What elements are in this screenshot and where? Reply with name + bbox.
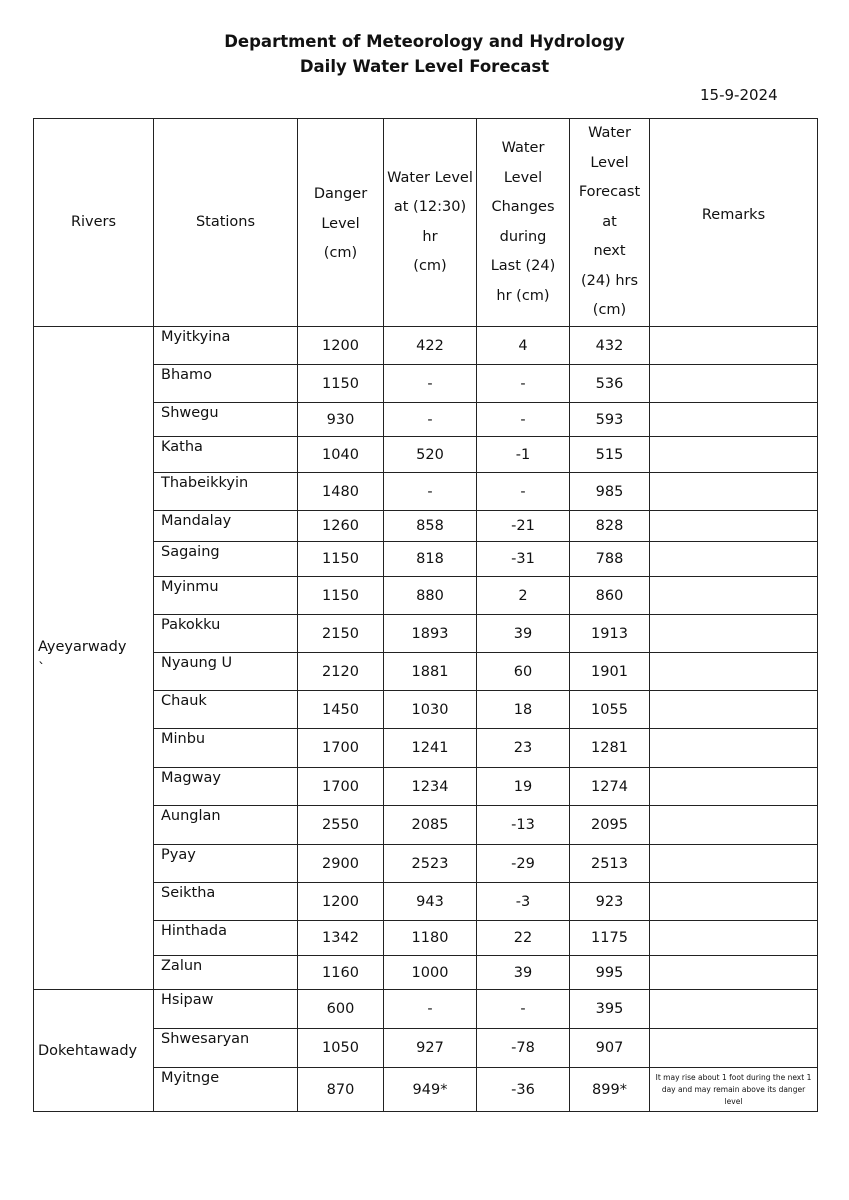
level-change: 60 [477, 653, 570, 691]
forecast-level: 1901 [570, 653, 650, 691]
water-level-header [384, 119, 477, 327]
forecast-header-line: (24) hrs [580, 272, 639, 289]
station-name: Pakokku [154, 615, 298, 653]
water-level: 858 [384, 511, 477, 542]
water-level: 949* [384, 1068, 477, 1112]
remarks-cell [650, 473, 818, 511]
river-name: Ayeyarwady [38, 639, 127, 655]
danger-level: 1260 [298, 511, 384, 542]
river-name: Dokehtawady [38, 1042, 138, 1059]
danger-header-line: (cm) [323, 245, 358, 262]
water-level: - [384, 403, 477, 437]
forecast-level: 536 [570, 365, 650, 403]
danger-level: 1150 [298, 365, 384, 403]
water-level-header-line: Water Level [387, 169, 473, 186]
forecast-header-line: (cm) [592, 302, 627, 319]
level-change: 2 [477, 577, 570, 615]
danger-level: 1450 [298, 691, 384, 729]
forecast-level: 2095 [570, 806, 650, 845]
water-level-header-line: at (12:30) hr [393, 199, 467, 245]
remarks-cell [650, 365, 818, 403]
level-change: -31 [477, 542, 570, 577]
remarks-cell [650, 990, 818, 1029]
danger-level-header [298, 119, 384, 327]
danger-level: 1040 [298, 437, 384, 473]
level-change: 4 [477, 327, 570, 365]
document-title: Department of Meteorology and Hydrology [224, 32, 625, 51]
station-name: Sagaing [154, 542, 298, 577]
table-row [34, 327, 818, 365]
water-level: 2523 [384, 845, 477, 883]
water-level: - [384, 473, 477, 511]
danger-level: 600 [298, 990, 384, 1029]
water-level: 1234 [384, 768, 477, 806]
water-level: 880 [384, 577, 477, 615]
remarks-cell: It may rise about 1 foot during the next 1 day and may remain above its danger level [650, 1068, 818, 1112]
level-change: 18 [477, 691, 570, 729]
water-level: 1000 [384, 956, 477, 990]
remarks-cell [650, 845, 818, 883]
level-change: 23 [477, 729, 570, 768]
forecast-level: 1274 [570, 768, 650, 806]
danger-level: 1050 [298, 1029, 384, 1068]
danger-header-line: Level [321, 215, 360, 232]
forecast-level: 907 [570, 1029, 650, 1068]
level-change: -1 [477, 437, 570, 473]
water-level: 1030 [384, 691, 477, 729]
remarks-cell [650, 806, 818, 845]
forecast-level: 2513 [570, 845, 650, 883]
level-change: - [477, 473, 570, 511]
forecast-header-line: at [602, 213, 617, 230]
station-name: Katha [154, 437, 298, 473]
remarks-cell [650, 883, 818, 921]
danger-level: 1200 [298, 883, 384, 921]
remarks-cell [650, 403, 818, 437]
level-change: -78 [477, 1029, 570, 1068]
remarks-cell [650, 437, 818, 473]
forecast-level: 1175 [570, 921, 650, 956]
danger-level: 1160 [298, 956, 384, 990]
forecast-level: 1913 [570, 615, 650, 653]
changes-header-line: Last (24) [490, 258, 556, 274]
changes-header-line: hr (cm) [496, 287, 550, 304]
forecast-header-line: next [593, 243, 626, 260]
station-name: Hsipaw [154, 990, 298, 1029]
level-change: -29 [477, 845, 570, 883]
danger-level: 1480 [298, 473, 384, 511]
level-change: - [477, 990, 570, 1029]
table-row [34, 990, 818, 1029]
level-change: -13 [477, 806, 570, 845]
danger-level: 930 [298, 403, 384, 437]
water-level: 422 [384, 327, 477, 365]
level-change: - [477, 403, 570, 437]
danger-level: 1200 [298, 327, 384, 365]
station-name: Chauk [154, 691, 298, 729]
changes-header-line: Changes [491, 199, 555, 215]
remarks-cell [650, 511, 818, 542]
station-name: Thabeikkyin [154, 473, 298, 511]
water-level: - [384, 990, 477, 1029]
danger-level: 1150 [298, 577, 384, 615]
level-change: 39 [477, 615, 570, 653]
station-name: Shwegu [154, 403, 298, 437]
station-name: Myinmu [154, 577, 298, 615]
level-change: 19 [477, 768, 570, 806]
danger-level: 1342 [298, 921, 384, 956]
forecast-level: 593 [570, 403, 650, 437]
forecast-level: 899* [570, 1068, 650, 1112]
changes-header-line: during [499, 228, 547, 245]
river-note: ` [38, 661, 46, 677]
forecast-level: 1055 [570, 691, 650, 729]
danger-level: 1700 [298, 768, 384, 806]
danger-level: 870 [298, 1068, 384, 1112]
report-date: 15-9-2024 [700, 86, 778, 104]
danger-level: 2120 [298, 653, 384, 691]
forecast-level: 828 [570, 511, 650, 542]
remarks-header: Remarks [650, 119, 818, 327]
stations-header: Stations [154, 119, 298, 327]
danger-level: 2550 [298, 806, 384, 845]
changes-header-line: Water [501, 140, 545, 156]
forecast-level: 1281 [570, 729, 650, 768]
forecast-level: 432 [570, 327, 650, 365]
danger-level: 1150 [298, 542, 384, 577]
water-level: 1180 [384, 921, 477, 956]
forecast-level: 788 [570, 542, 650, 577]
water-level: 1241 [384, 729, 477, 768]
forecast-level: 985 [570, 473, 650, 511]
station-name: Bhamo [154, 365, 298, 403]
level-change: -36 [477, 1068, 570, 1112]
water-level: 520 [384, 437, 477, 473]
remarks-cell [650, 691, 818, 729]
level-change: -21 [477, 511, 570, 542]
water-level: 1893 [384, 615, 477, 653]
remarks-cell [650, 577, 818, 615]
remarks-cell [650, 542, 818, 577]
rivers-header: Rivers [34, 119, 154, 327]
water-level: 2085 [384, 806, 477, 845]
remarks-cell [650, 768, 818, 806]
remarks-cell [650, 729, 818, 768]
station-name: Pyay [154, 845, 298, 883]
forecast-level: 515 [570, 437, 650, 473]
changes-header [477, 119, 570, 327]
document-subtitle: Daily Water Level Forecast [299, 57, 550, 76]
river-name-cell [34, 327, 154, 990]
remarks-cell [650, 327, 818, 365]
level-change: - [477, 365, 570, 403]
remarks-cell [650, 921, 818, 956]
forecast-level: 860 [570, 577, 650, 615]
station-name: Zalun [154, 956, 298, 990]
river-name-cell [34, 990, 154, 1112]
danger-header-line: Danger [313, 186, 368, 203]
water-level-header-line: (cm) [413, 258, 447, 274]
station-name: Aunglan [154, 806, 298, 845]
water-level: - [384, 365, 477, 403]
station-name: Myitkyina [154, 327, 298, 365]
forecast-header-line: Water [588, 125, 631, 142]
remarks-cell [650, 1029, 818, 1068]
water-level: 1881 [384, 653, 477, 691]
forecast-level: 995 [570, 956, 650, 990]
water-level: 943 [384, 883, 477, 921]
station-name: Magway [154, 768, 298, 806]
changes-header-line: Level [503, 169, 543, 186]
header-row [34, 119, 818, 327]
station-name: Seiktha [154, 883, 298, 921]
forecast-header-line: Forecast [578, 184, 641, 201]
station-name: Myitnge [154, 1068, 298, 1112]
level-change: 22 [477, 921, 570, 956]
remarks-cell [650, 615, 818, 653]
forecast-header [570, 119, 650, 327]
danger-level: 2900 [298, 845, 384, 883]
station-name: Shwesaryan [154, 1029, 298, 1068]
station-name: Minbu [154, 729, 298, 768]
danger-level: 1700 [298, 729, 384, 768]
water-level: 818 [384, 542, 477, 577]
water-level-table [33, 118, 818, 1112]
station-name: Mandalay [154, 511, 298, 542]
station-name: Nyaung U [154, 653, 298, 691]
forecast-level: 923 [570, 883, 650, 921]
remarks-cell [650, 956, 818, 990]
remarks-cell [650, 653, 818, 691]
level-change: 39 [477, 956, 570, 990]
forecast-level: 395 [570, 990, 650, 1029]
station-name: Hinthada [154, 921, 298, 956]
water-level: 927 [384, 1029, 477, 1068]
forecast-header-line: Level [590, 154, 629, 171]
danger-level: 2150 [298, 615, 384, 653]
level-change: -3 [477, 883, 570, 921]
